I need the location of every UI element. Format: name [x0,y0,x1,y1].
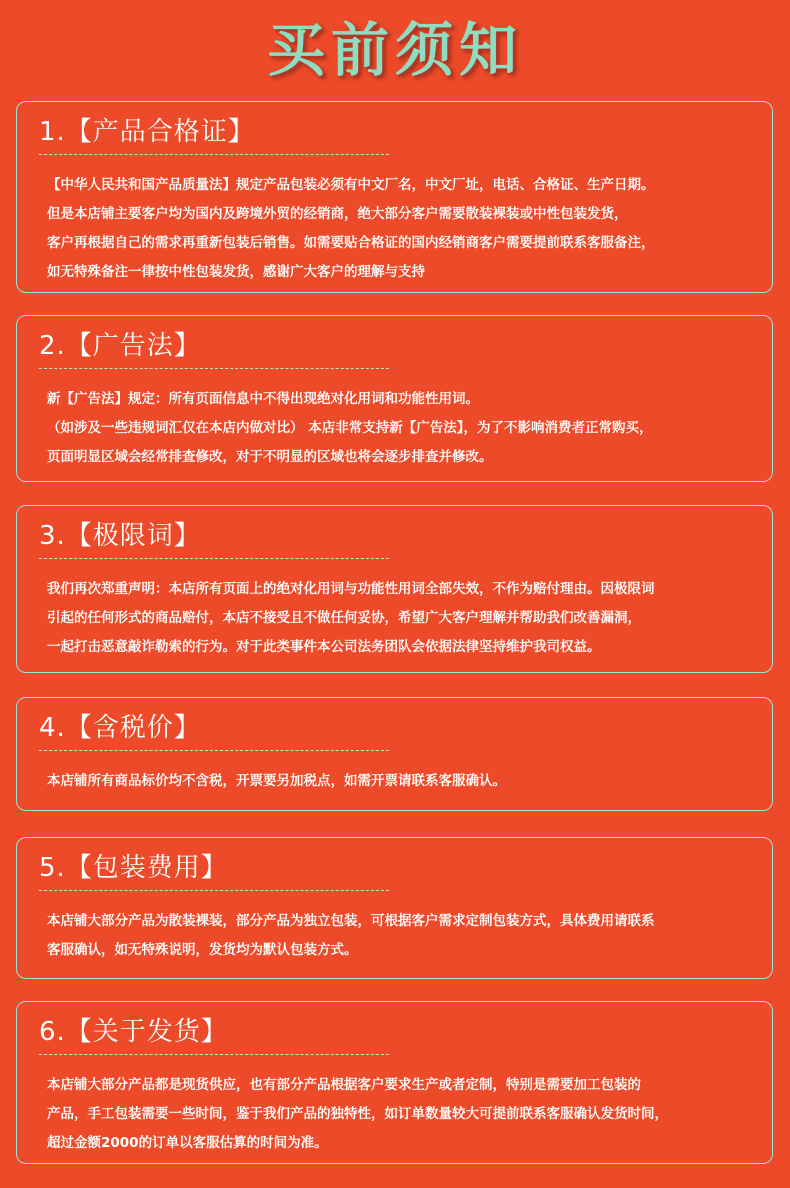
section-text-line: 但是本店铺主要客户均为国内及跨境外贸的经销商，绝大部分客户需要散装裸装或中性包装发货， [47,206,628,222]
section-text-line: （如涉及一些违规词汇仅在本店内做对比） 本店非常支持新【广告法】，为了不影响消费者正常购买， [47,420,653,436]
notice-card-packaging-fees [16,837,773,979]
notice-card-product-certificate [16,101,773,293]
section-divider [39,154,389,155]
page-title: 买前须知 [266,16,523,84]
notice-card-shipping [16,1001,773,1164]
section-heading: 4.【含税价】 [39,713,201,743]
section-divider [39,890,389,891]
section-body [39,907,764,965]
section-body [39,575,764,662]
section-divider [39,750,389,751]
section-body [39,767,764,796]
section-heading: 5.【包装费用】 [39,853,228,883]
section-body [39,171,764,287]
section-text-line: 【中华人民共和国产品质量法】规定产品包装必须有中文厂名，中文厂址，电话、合格证、生产日期。 [47,177,655,193]
section-text-line: 新【广告法】规定：所有页面信息中不得出现绝对化用词和功能性用词。 [47,391,479,407]
section-heading: 3.【极限词】 [39,521,201,551]
section-text-line: 如无特殊备注一律按中性包装发货，感谢广大客户的理解与支持 [47,264,425,280]
section-text-line: 产品，手工包装需要一些时间，鉴于我们产品的独特性，如订单数量较大可提前联系客服确认发货时间， [47,1106,668,1122]
section-text-line: 一起打击恶意敲诈勒索的行为。对于此类事件本公司法务团队会依据法律坚持维护我司权益。 [47,639,601,655]
section-body [39,1071,764,1158]
section-heading: 1.【产品合格证】 [39,117,255,147]
section-text-line: 客服确认，如无特殊说明，发货均为默认包装方式。 [47,942,358,958]
section-text-line: 超过金额2000的订单以客服估算的时间为准。 [47,1135,328,1151]
section-text-line: 我们再次郑重声明：本店所有页面上的绝对化用词与功能性用词全部失效，不作为赔付理由。因极限词 [47,581,655,597]
notice-card-extreme-words [16,505,773,673]
section-body [39,385,764,472]
section-divider [39,1054,389,1055]
section-heading: 6.【关于发货】 [39,1017,228,1047]
section-text-line: 本店铺大部分产品为散装裸装，部分产品为独立包装，可根据客户需求定制包装方式，具体费用请联系 [47,913,655,929]
section-text-line: 本店铺大部分产品都是现货供应，也有部分产品根据客户要求生产或者定制，特别是需要加工包装的 [47,1077,641,1093]
section-heading: 2.【广告法】 [39,331,201,361]
notice-card-advertising-law [16,315,773,482]
notice-card-tax-price [16,697,773,811]
section-divider [39,368,389,369]
section-text-line: 页面明显区域会经常排查修改，对于不明显的区域也将会逐步排查并修改。 [47,449,493,465]
section-text-line: 引起的任何形式的商品赔付，本店不接受且不做任何妥协，希望广大客户理解并帮助我们改善漏洞， [47,610,641,626]
section-divider [39,558,389,559]
section-text-line: 客户再根据自己的需求再重新包装后销售。如需要贴合格证的国内经销商客户需要提前联系客服备注， [47,235,655,251]
section-text-line: 本店铺所有商品标价均不含税，开票要另加税点，如需开票请联系客服确认。 [47,773,506,789]
